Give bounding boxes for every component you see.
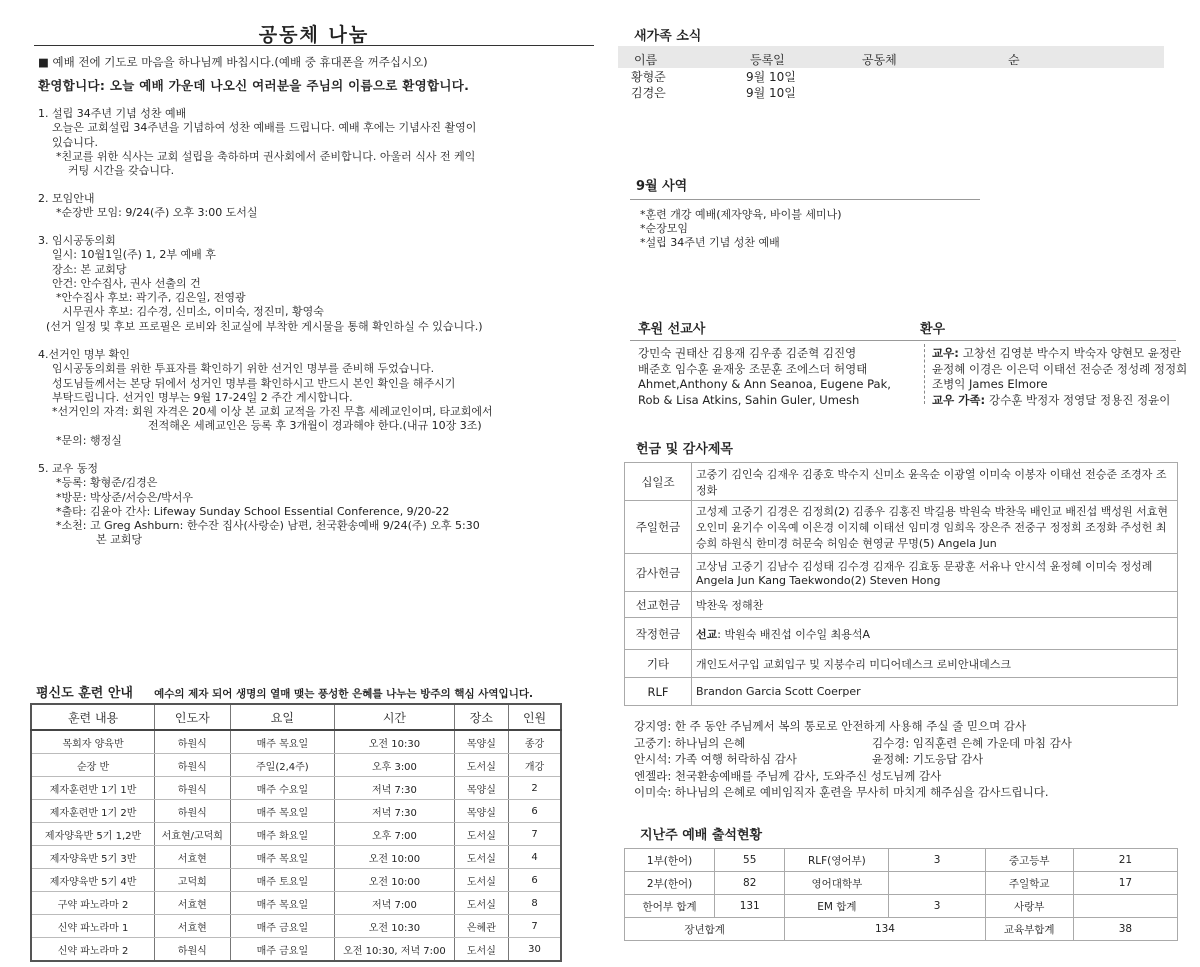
sick-title: 환우 (920, 322, 946, 337)
table-cell: 7 (509, 823, 561, 846)
missionary-title: 후원 선교사 (638, 322, 706, 337)
offering-names: 선교: 박원숙 배진섭 이수일 최용석A (692, 618, 1178, 650)
col-header: 시간 (335, 704, 454, 730)
offering-label: RLF (625, 678, 692, 706)
offering-names: Brandon Garcia Scott Coerper (692, 678, 1178, 706)
missionary-list: 강민숙 권태산 김용재 김우종 김준혁 김진영 배준호 임수훈 윤재웅 조문훈 조에스더 허영태 Ahmet,Anthony & Ann Seanoa, Eugene Pak, Rob & Lisa Atkins, Sahin Guler, Umesh (638, 346, 891, 407)
table-row (31, 892, 561, 915)
table-cell: 신약 파노라마 1 (31, 915, 155, 938)
offering-label: 작정헌금 (625, 618, 692, 650)
thanks-item: 고중기: 하나님의 은혜 김수경: 임직훈련 은혜 가운데 마침 감사 (634, 735, 1072, 750)
new-family-date: 9월 10일 (746, 86, 796, 100)
table-cell: 오전 10:00 (335, 869, 454, 892)
table-cell: 제자훈련반 1기 2반 (31, 800, 155, 823)
table-cell: 신약 파노라마 2 (31, 938, 155, 962)
table-row (31, 730, 561, 754)
list-item: *훈련 개강 예배(제자양육, 바이블 세미나) (640, 208, 842, 221)
new-family-name: 황형준 (631, 70, 666, 84)
table-row (31, 800, 561, 823)
table-cell: 오전 10:30, 저녁 7:00 (335, 938, 454, 962)
training-header (36, 682, 533, 701)
offering-row (625, 463, 1178, 501)
table-cell: 저녁 7:30 (335, 800, 454, 823)
table-cell: 하원식 (155, 777, 230, 800)
worship-note: ■ 예배 전에 기도로 마음을 하나님께 바칩시다.(예배 중 휴대폰을 꺼주십시오) (38, 55, 428, 69)
thanks-item: 강지영: 한 주 동안 주님께서 복의 통로로 안전하게 사용해 주실 줄 믿으며 감사 (634, 719, 1027, 733)
table-cell: 목회자 양육반 (31, 730, 155, 754)
table-cell: 오전 10:30 (335, 730, 454, 754)
table-cell: 하원식 (155, 754, 230, 777)
col-header: 등록일 (750, 53, 785, 67)
table-cell: 하원식 (155, 730, 230, 754)
offering-row (625, 618, 1178, 650)
table-cell: 오후 3:00 (335, 754, 454, 777)
training-title: 평신도 훈련 안내 (36, 686, 133, 701)
offering-label: 주일헌금 (625, 501, 692, 554)
welcome-message: 환영합니다: 오늘 예배 가운데 나오신 여러분을 주님의 이름으로 환영합니다. (38, 78, 470, 93)
section-heading: 2. 모임안내 (38, 192, 95, 205)
section-heading: 3. 임시공동의회 (38, 234, 116, 247)
sick-list: 교우: 고창선 김영분 박수지 박숙자 양현모 윤정란 윤정혜 이경은 이은덕 이태선 전승준 정성례 정정희 조병익 James Elmore 교우 가족: 강수훈 박정자 정영달 정용진 정윤이 (932, 346, 1188, 407)
training-description: 예수의 제자 되어 생명의 열매 맺는 풍성한 은혜를 나누는 방주의 핵심 사역입니다. (154, 688, 533, 700)
table-cell: 개강 (509, 754, 561, 777)
table-cell: 매주 금요일 (230, 915, 335, 938)
table-cell: 서효현 (155, 915, 230, 938)
offering-row (625, 650, 1178, 678)
attendance-row: 장년합계 134 교육부합계 38 (625, 918, 1178, 941)
table-cell: 4 (509, 846, 561, 869)
table-cell: 제자양육반 5기 1,2반 (31, 823, 155, 846)
table-cell: 2 (509, 777, 561, 800)
new-family-date: 9월 10일 (746, 70, 796, 84)
col-header: 장소 (454, 704, 508, 730)
table-cell: 6 (509, 800, 561, 823)
table-cell: 매주 금요일 (230, 938, 335, 962)
table-cell: 6 (509, 869, 561, 892)
offering-row (625, 592, 1178, 618)
list-item: *순장모임 (640, 222, 689, 235)
table-cell: 고덕희 (155, 869, 230, 892)
table-cell: 오전 10:00 (335, 846, 454, 869)
table-cell: 7 (509, 915, 561, 938)
thanks-item: 이미숙: 하나님의 은혜로 예비임직자 훈련을 무사히 마치게 해주심을 감사드립니다. (634, 785, 1049, 799)
table-cell: 제자훈련반 1기 1반 (31, 777, 155, 800)
section-member-news: 5. 교우 동정 *등록: 황형준/김경은 *방문: 박상준/서승은/박서우 *출타: 김윤아 간사: Lifeway Sunday School Essential Conference, 9/20-22 *소천: 고 Greg Ashburn: 한수잔 집사(사랑순) 남편, 천국환송예배 9/24(주) 오후 5:30 본 교회당 (38, 462, 568, 548)
table-row (31, 777, 561, 800)
col-header: 인원 (509, 704, 561, 730)
table-cell: 매주 화요일 (230, 823, 335, 846)
attendance-row: 1부(한어) 55 RLF(영어부) 3 중고등부 21 (625, 849, 1178, 872)
column-divider (924, 344, 925, 404)
missionary-divider (630, 340, 1176, 341)
section-meetings: 2. 모임안내 *순장반 모임: 9/24(주) 오후 3:00 도서실 (38, 192, 568, 221)
ministry-divider (630, 199, 980, 200)
offering-label: 선교헌금 (625, 592, 692, 618)
table-cell: 서효현/고덕희 (155, 823, 230, 846)
table-cell: 목양실 (454, 777, 508, 800)
table-cell: 제자양육반 5기 3반 (31, 846, 155, 869)
section-heading: 4.선거인 명부 확인 (38, 348, 130, 361)
table-cell: 순장 반 (31, 754, 155, 777)
table-cell: 목양실 (454, 730, 508, 754)
table-row (31, 846, 561, 869)
table-cell: 30 (509, 938, 561, 962)
section-anniversary: 1. 설립 34주년 기념 성찬 예배 오늘은 교회설립 34주년을 기념하여 성찬 예배를 드립니다. 예배 후에는 기념사진 촬영이 있습니다. *친교를 위한 식사는 교회 설립을 축하하며 권사회에서 준비합니다. 아울러 식사 전 케익 커팅 시간을 갖습니다. (38, 107, 568, 178)
table-cell: 도서실 (454, 938, 508, 962)
table-cell: 도서실 (454, 869, 508, 892)
table-cell: 서효현 (155, 892, 230, 915)
offering-title: 헌금 및 감사제목 (636, 442, 733, 457)
table-cell: 주일(2,4주) (230, 754, 335, 777)
ministry-title: 9월 사역 (636, 179, 688, 194)
table-cell: 구약 파노라마 2 (31, 892, 155, 915)
table-cell: 종강 (509, 730, 561, 754)
table-cell: 저녁 7:00 (335, 892, 454, 915)
col-header: 인도자 (155, 704, 230, 730)
new-family-name: 김경은 (631, 86, 666, 100)
table-cell: 서효현 (155, 846, 230, 869)
section-heading: 1. 설립 34주년 기념 성찬 예배 (38, 107, 187, 120)
table-cell: 도서실 (454, 823, 508, 846)
ministry-list (640, 208, 842, 250)
training-table (30, 703, 562, 962)
table-cell: 저녁 7:30 (335, 777, 454, 800)
section-voter-list: 4.선거인 명부 확인 임시공동의회를 위한 투표자를 확인하기 위한 선거인 명부를 준비해 두었습니다. 성도님들께서는 본당 뒤에서 성거인 명부를 확인하시고 반드시 본인 확인을 해주시기 부탁드립니다. 선거인 명부는 9월 17-24일 2 주간 게시합니다. *선거인의 자격: 회원 자격은 20세 이상 본 교회 교적을 가진 무흠 세례교인이며, 타교회에서 전적해온 세례교인은 등록 후 3개월이 경과해야 한다.(내규 10장 3조) *문의: 행정실 (38, 348, 568, 448)
table-cell: 8 (509, 892, 561, 915)
col-header: 순 (1008, 53, 1020, 67)
offering-label: 감사헌금 (625, 554, 692, 592)
col-header: 이름 (634, 53, 658, 67)
table-cell: 매주 목요일 (230, 846, 335, 869)
table-row (31, 915, 561, 938)
table-cell: 하원식 (155, 938, 230, 962)
thanks-notes (634, 718, 1072, 801)
thanks-item: 안시석: 가족 여행 허락하심 감사 윤정혜: 기도응답 감사 (634, 752, 984, 766)
offering-table (624, 462, 1178, 706)
training-table-header (31, 704, 561, 730)
list-item: *설립 34주년 기념 성찬 예배 (640, 236, 780, 249)
table-cell: 도서실 (454, 754, 508, 777)
table-cell: 도서실 (454, 892, 508, 915)
col-header: 공동체 (862, 53, 897, 67)
table-cell: 매주 목요일 (230, 892, 335, 915)
col-header: 요일 (230, 704, 335, 730)
table-cell: 은혜관 (454, 915, 508, 938)
table-cell: 매주 수요일 (230, 777, 335, 800)
attendance-title: 지난주 예배 출석현황 (640, 828, 763, 843)
table-cell: 오후 7:00 (335, 823, 454, 846)
table-cell: 매주 토요일 (230, 869, 335, 892)
title-divider (34, 45, 594, 46)
offering-row (625, 501, 1178, 554)
offering-names: 개인도서구입 교회입구 및 지붕수리 미디어데스크 로비안내데스크 (692, 650, 1178, 678)
table-cell: 도서실 (454, 846, 508, 869)
offering-label: 십일조 (625, 463, 692, 501)
table-row (31, 754, 561, 777)
attendance-table (624, 848, 1178, 941)
table-cell: 목양실 (454, 800, 508, 823)
offering-names: 고상님 고중기 김남수 김성태 김수경 김재우 김효동 문광훈 서유나 안시석 윤정혜 이미숙 정성례 Angela Jun Kang Taekwondo(2) Steven Hong (692, 554, 1178, 592)
table-cell: 하원식 (155, 800, 230, 823)
offering-label: 기타 (625, 650, 692, 678)
section-congregation-meeting: 3. 임시공동의회 일시: 10월1일(주) 1, 2부 예배 후 장소: 본 교회당 안건: 안수집사, 권사 선출의 건 *안수집사 후보: 곽기주, 김은일, 전영광 시무권사 후보: 김수경, 신미소, 이미숙, 정진미, 황영숙 (선거 일정 및 후보 프로필은 로비와 친교실에 부착한 게시물을 통해 확인하실 수 있습니다.) (38, 234, 568, 334)
attendance-row: 2부(한어) 82 영어대학부 주일학교 17 (625, 872, 1178, 895)
attendance-row: 한어부 합계 131 EM 합계 3 사랑부 (625, 895, 1178, 918)
page-title: 공동체 나눔 (258, 24, 370, 46)
table-row (31, 938, 561, 962)
table-cell: 매주 목요일 (230, 730, 335, 754)
offering-names: 고성제 고중기 김경은 김정희(2) 김종우 김홍진 박길용 박원숙 박찬욱 배인교 배진섭 백성원 서효현 오인미 윤기수 이옥예 이은경 이지혜 이태선 임미경 임희옥 장은주 전중구 정정희 조정화 주성헌 최승희 하원식 한미경 허문숙 허임순 현영균 무명(5) Angela Jun (692, 501, 1178, 554)
offering-row (625, 554, 1178, 592)
table-cell: 매주 목요일 (230, 800, 335, 823)
table-row (31, 869, 561, 892)
offering-names: 고중기 김인숙 김재우 김종호 박수지 신미소 윤옥순 이광열 이미숙 이봉자 이태선 전승준 조경자 조정화 (692, 463, 1178, 501)
table-row (31, 823, 561, 846)
new-family-title: 새가족 소식 (634, 29, 702, 44)
thanks-item: 엔젤라: 천국환송예배를 주님께 감사, 도와주신 성도님께 감사 (634, 768, 942, 783)
col-header: 훈련 내용 (31, 704, 155, 730)
section-heading: 5. 교우 동정 (38, 462, 98, 475)
offering-row (625, 678, 1178, 706)
table-cell: 오전 10:30 (335, 915, 454, 938)
offering-names: 박찬욱 정해찬 (692, 592, 1178, 618)
table-cell: 제자양육반 5기 4반 (31, 869, 155, 892)
